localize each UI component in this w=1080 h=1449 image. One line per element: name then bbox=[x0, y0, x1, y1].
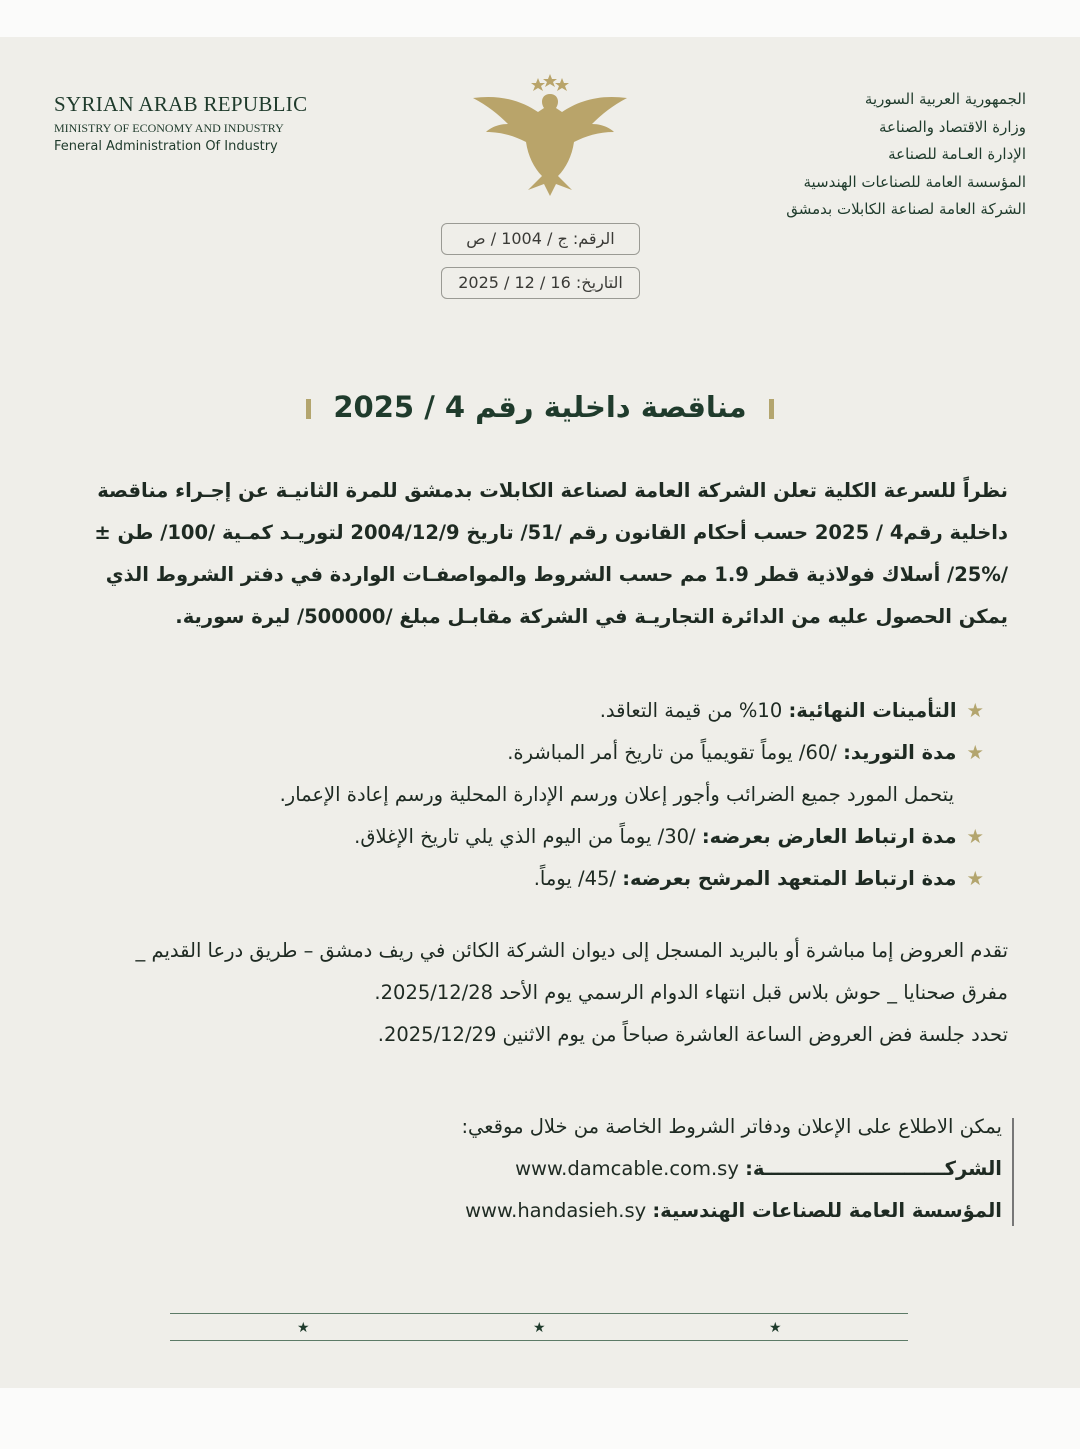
star-icon: ★ bbox=[966, 699, 984, 722]
establishment-name-ar: المؤسسة العامة للصناعات الهندسية bbox=[803, 172, 1026, 191]
website-item: الشركـــــــــــــــــــــــــــة: www.damcable.com.sy bbox=[515, 1157, 1002, 1180]
star-icon: ★ bbox=[769, 1320, 782, 1336]
submission-line: تحدد جلسة فض العروض الساعة العاشرة صباحاً من يوم الاثنين 2025/12/29. bbox=[377, 1023, 1008, 1046]
arabic-letterhead bbox=[786, 86, 1026, 224]
websites-intro: يمكن الاطلاع على الإعلان ودفاتر الشروط الخاصة من خلال موقعي: bbox=[461, 1115, 1002, 1138]
eagle-emblem-icon bbox=[468, 72, 632, 198]
submission-paragraph bbox=[136, 930, 1008, 1056]
submission-line: تقدم العروض إما مباشرة أو بالبريد المسجل إلى ديوان الشركة الكائن في ريف دمشق – طريق درعا القديم _ bbox=[135, 939, 1008, 962]
term-item: يتحمل المورد جميع الضرائب وأجور إعلان ورسم الإدارة المحلية ورسم إعادة الإعمار. bbox=[279, 783, 954, 806]
footer-line bbox=[170, 1313, 908, 1314]
divider bbox=[1012, 1118, 1014, 1226]
reference-number: الرقم: ج / 1004 / ص bbox=[441, 223, 640, 255]
intro-line: يمكن الحصول عليه من الدائرة التجاريـة في الشركة مقابـل مبلغ /500000/ ليرة سورية. bbox=[175, 605, 1008, 628]
star-icon: ★ bbox=[297, 1320, 310, 1336]
star-icon: ★ bbox=[966, 825, 984, 848]
page-title bbox=[0, 390, 1080, 424]
star-icon: ★ bbox=[966, 741, 984, 764]
website-link[interactable]: www.handasieh.sy bbox=[465, 1199, 647, 1222]
submission-line: مفرق صحنايا _ حوش بلاس قبل انتهاء الدوام الرسمي يوم الأحد 2025/12/28. bbox=[374, 981, 1008, 1004]
websites-section bbox=[461, 1106, 1002, 1232]
ministry-name: MINISTRY OF ECONOMY AND INDUSTRY bbox=[54, 121, 284, 135]
country-name-ar: الجمهورية العربية السورية bbox=[864, 90, 1026, 108]
terms-list bbox=[280, 690, 984, 900]
country-name: SYRIAN ARAB REPUBLIC bbox=[54, 92, 308, 116]
term-item: ★مدة ارتباط العارض بعرضه: /30/ يوماً من اليوم الذي يلي تاريخ الإغلاق. bbox=[354, 825, 984, 848]
administration-name: Feneral Administration Of Industry bbox=[54, 139, 278, 154]
footer-line bbox=[170, 1340, 908, 1341]
title-text: مناقصة داخلية رقم 4 / 2025 bbox=[333, 390, 747, 424]
intro-line: /25%/ أسلاك فولاذية قطر 1.9 مم حسب الشروط والمواصفـات الواردة في دفتر الشروط الذي bbox=[105, 563, 1008, 586]
intro-line: نظراً للسرعة الكلية تعلن الشركة العامة لصناعة الكابلات بدمشق للمرة الثانيـة عن إجـراء مناقصة bbox=[97, 479, 1008, 502]
term-item: ★مدة ارتباط المتعهد المرشح بعرضه: /45/ يوماً. bbox=[533, 867, 984, 890]
intro-line: داخلية رقم4 / 2025 حسب أحكام القانون رقم /51/ تاريخ 2004/12/9 لتوريـد كمـية /100/ طن ± bbox=[94, 521, 1008, 544]
intro-paragraph bbox=[94, 470, 1008, 638]
company-name-ar: الشركة العامة لصناعة الكابلات بدمشق bbox=[786, 200, 1026, 218]
term-item: ★مدة التوريد: /60/ يوماً تقويمياً من تاريخ أمر المباشرة. bbox=[507, 741, 984, 764]
star-icon: ★ bbox=[966, 867, 984, 890]
english-letterhead bbox=[54, 92, 307, 154]
ministry-name-ar: وزارة الاقتصاد والصناعة bbox=[878, 117, 1026, 136]
term-item: ★التأمينات النهائية: 10% من قيمة التعاقد. bbox=[599, 699, 984, 722]
title-bar-right bbox=[769, 399, 774, 419]
title-bar-left bbox=[306, 399, 311, 419]
administration-name-ar: الإدارة العـامة للصناعة bbox=[888, 145, 1026, 163]
star-icon: ★ bbox=[533, 1320, 546, 1336]
website-item: المؤسسة العامة للصناعات الهندسية: www.handasieh.sy bbox=[465, 1199, 1002, 1222]
website-link[interactable]: www.damcable.com.sy bbox=[515, 1157, 739, 1180]
reference-date: التاريخ: 16 / 12 / 2025 bbox=[441, 267, 640, 299]
